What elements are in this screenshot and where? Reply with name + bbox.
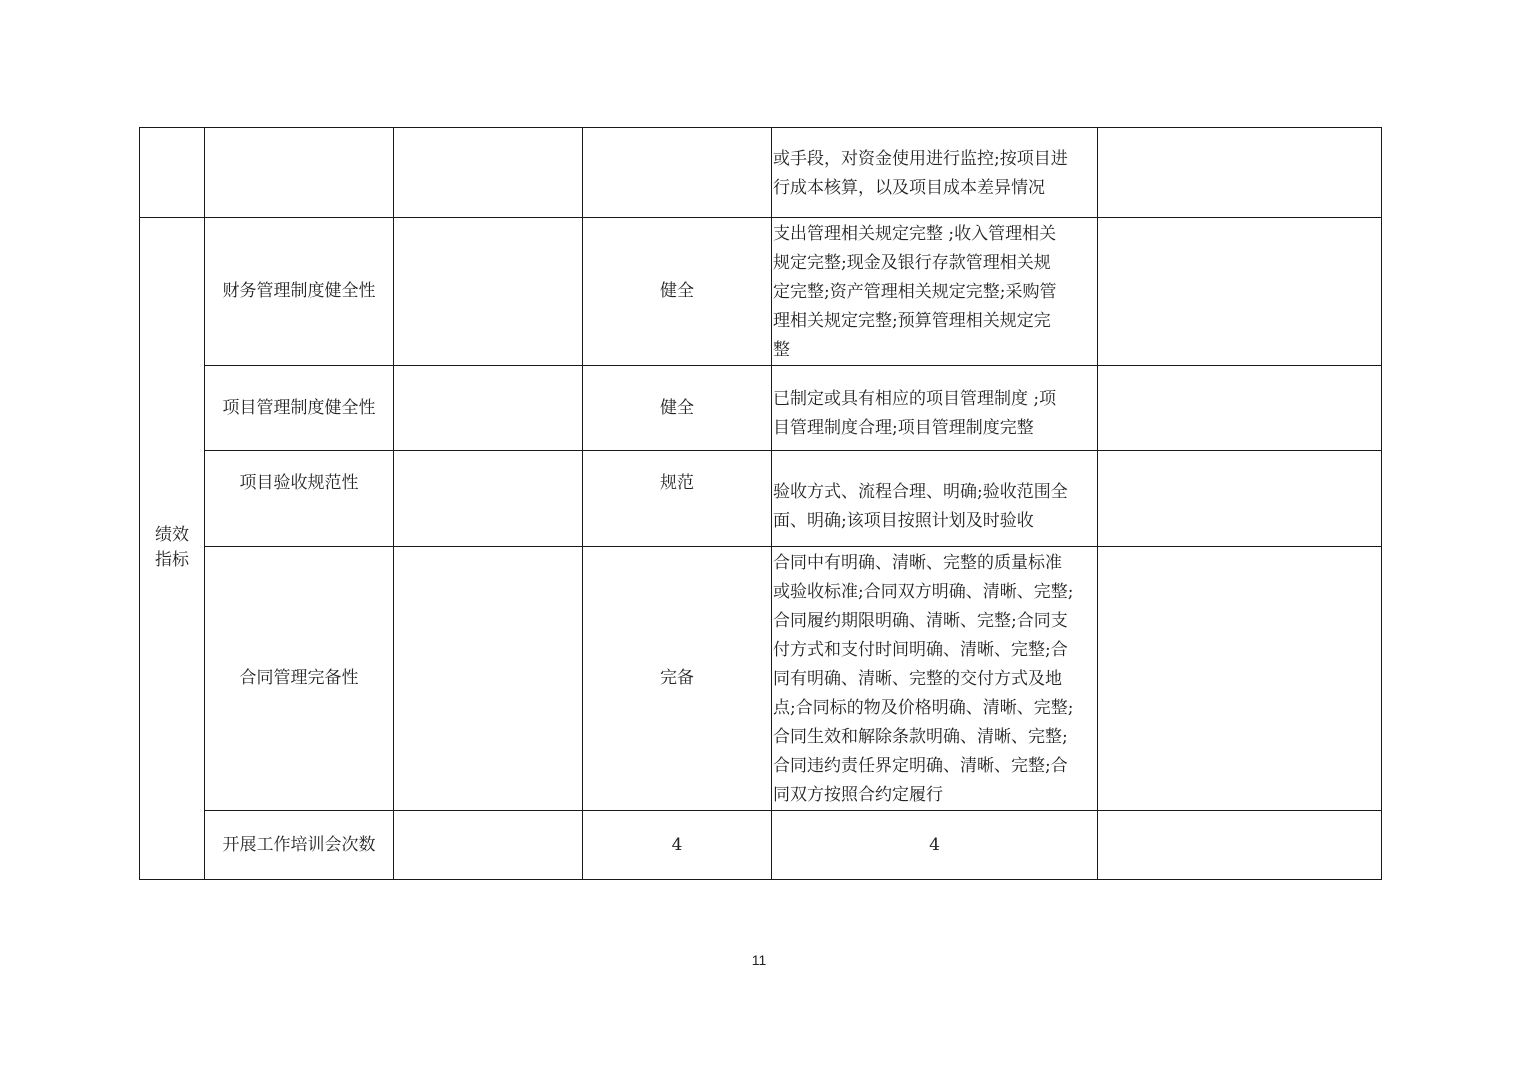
note-cell	[1098, 366, 1382, 451]
indicator-name: 项目验收规范性	[205, 451, 394, 547]
blank-cell	[394, 128, 583, 218]
blank-cell	[394, 218, 583, 366]
description-line: 合同履约期限明确、清晰、完整;合同支	[773, 611, 1068, 631]
description-line: 面、明确;该项目按照计划及时验收	[773, 511, 1034, 531]
description-cell	[772, 451, 1098, 547]
category-cell	[140, 218, 205, 880]
indicator-target: 健全	[583, 366, 772, 451]
table-row	[140, 811, 1382, 880]
description-line: 验收方式、流程合理、明确;验收范围全	[773, 482, 1068, 502]
description-line: 已制定或具有相应的项目管理制度 ;项	[773, 389, 1057, 409]
indicator-name: 项目管理制度健全性	[205, 366, 394, 451]
description-line: 行成本核算，以及项目成本差异情况	[773, 177, 1045, 198]
blank-cell	[394, 547, 583, 811]
description-line: 定完整;资产管理相关规定完整;采购管	[773, 282, 1057, 302]
description-cell	[772, 366, 1098, 451]
description-cell	[772, 128, 1098, 218]
target-cell-empty	[583, 128, 772, 218]
description-line: 合同中有明确、清晰、完整的质量标准	[773, 553, 1062, 573]
description-line: 点;合同标的物及价格明确、清晰、完整;	[773, 698, 1074, 718]
indicator-table	[139, 127, 1382, 880]
description-line: 合同违约责任界定明确、清晰、完整;合	[773, 756, 1068, 776]
description-line: 或手段，对资金使用进行监控;按项目进	[773, 148, 1068, 169]
category-cell-empty	[140, 128, 205, 218]
page-number: 11	[751, 952, 767, 968]
indicator-name: 合同管理完备性	[205, 547, 394, 811]
indicator-target: 规范	[583, 451, 772, 547]
description-line: 支出管理相关规定完整 ;收入管理相关	[773, 224, 1057, 244]
note-cell	[1098, 218, 1382, 366]
description-cell	[772, 547, 1098, 811]
indicator-target: 4	[583, 811, 772, 880]
blank-cell	[394, 451, 583, 547]
note-cell	[1098, 451, 1382, 547]
blank-cell	[394, 366, 583, 451]
indicator-actual: 4	[772, 811, 1098, 880]
indicator-name: 开展工作培训会次数	[205, 811, 394, 880]
table-row	[140, 366, 1382, 451]
indicator-name: 财务管理制度健全性	[205, 218, 394, 366]
table-row	[140, 451, 1382, 547]
description-cell	[772, 218, 1098, 366]
category-label-line: 绩效	[155, 524, 189, 545]
note-cell	[1098, 547, 1382, 811]
table-row	[140, 218, 1382, 366]
table-row	[140, 128, 1382, 218]
description-line: 或验收标准;合同双方明确、清晰、完整;	[773, 582, 1074, 602]
category-label-line: 指标	[155, 549, 189, 570]
indicator-target: 完备	[583, 547, 772, 811]
note-cell	[1098, 811, 1382, 880]
table-row	[140, 547, 1382, 811]
description-line: 同双方按照合约定履行	[773, 785, 943, 805]
description-line: 整	[773, 340, 790, 360]
description-line: 理相关规定完整;预算管理相关规定完	[773, 311, 1051, 331]
description-line: 同有明确、清晰、完整的交付方式及地	[773, 669, 1062, 689]
description-line: 付方式和支付时间明确、清晰、完整;合	[773, 640, 1068, 660]
indicator-target: 健全	[583, 218, 772, 366]
indicator-name-cell-empty	[205, 128, 394, 218]
description-line: 合同生效和解除条款明确、清晰、完整;	[773, 727, 1068, 747]
description-line: 目管理制度合理;项目管理制度完整	[773, 418, 1034, 438]
blank-cell	[394, 811, 583, 880]
note-cell	[1098, 128, 1382, 218]
description-line: 规定完整;现金及银行存款管理相关规	[773, 253, 1051, 273]
